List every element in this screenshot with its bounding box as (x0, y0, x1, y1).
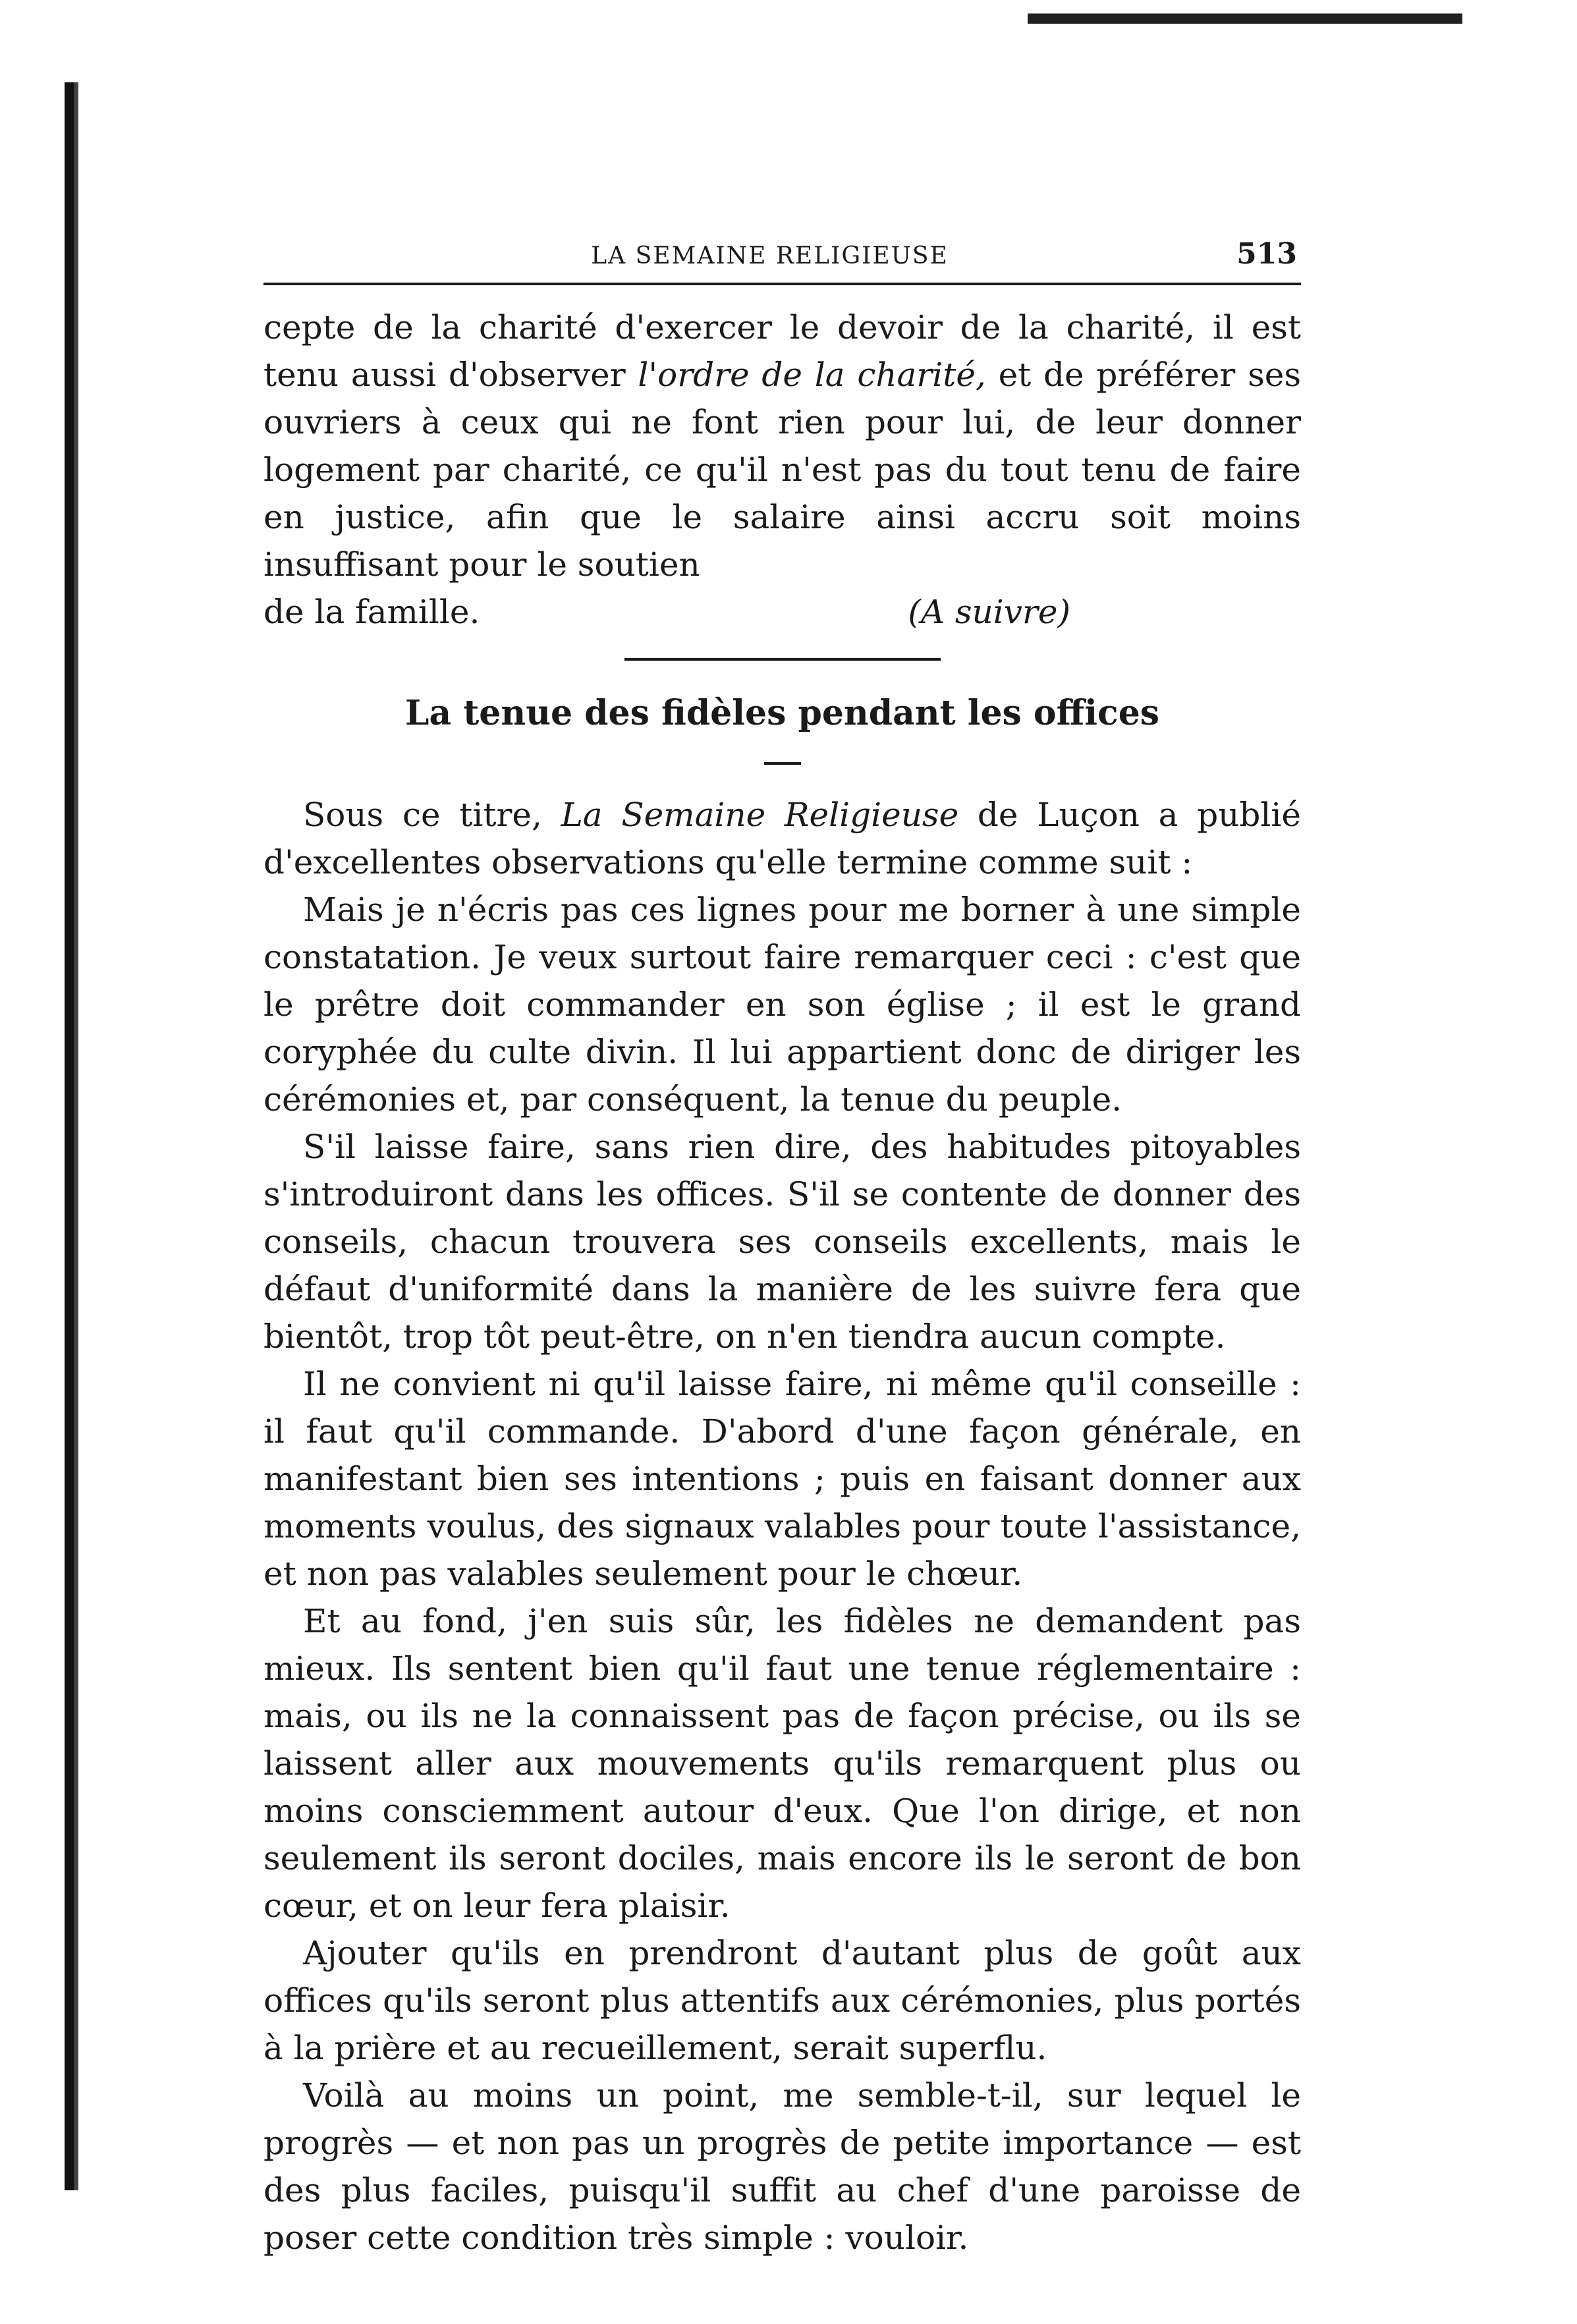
page-number: 513 (1236, 237, 1297, 271)
intro-last-line (263, 588, 1301, 636)
scan-binding-edge (65, 82, 82, 2190)
intro-paragraph (263, 304, 1301, 588)
intro-text-2: et de préférer ses ouvriers à ceux qui ne font rien pour lui, de leur donner logement par charité, ce qu'il n'est pas du tout tenu de faire en justice, afin que le salaire ainsi accru soit moins insuffisant pour le soutien (263, 356, 1301, 584)
running-header (263, 237, 1301, 285)
intro-text-1: cepte de la charité d'exercer le devoir de la charité, il est tenu aussi d'observer (263, 308, 1301, 394)
page-content (263, 237, 1301, 2261)
continued-note: (A suivre) (908, 593, 1070, 631)
section-divider (624, 658, 941, 661)
paragraph-7: Voilà au moins un point, me semble-t-il, sur lequel le progrès — et non pas un progrès de petite importance — est des plus faciles, puisqu'il suffit au chef d'une paroisse de poser cette condition très simple : vouloir. (263, 2076, 1301, 2257)
p1-journal-title: La Semaine Religieuse (561, 796, 959, 834)
paragraph-6: Ajouter qu'ils en prendront d'autant plus de goût aux offices qu'ils seront plus attentifs aux cérémonies, plus portés à la prière et au recueillement, serait superflu. (263, 1934, 1301, 2067)
section-title: La tenue des fidèles pendant les offices (404, 693, 1160, 733)
top-scan-rule (1028, 9, 1462, 24)
paragraph-4: Il ne convient ni qu'il laisse faire, ni même qu'il conseille : il faut qu'il commande. D'abord d'une façon générale, en manifestant bien ses intentions ; puis en faisant donner aux moments voulus, des signaux valables pour toute l'assistance, et non pas valables seulement pour le chœur. (263, 1365, 1301, 1593)
intro-last-text: de la famille. (263, 593, 480, 631)
running-title: LA SEMAINE RELIGIEUSE (591, 242, 949, 269)
paragraph-3: S'il laisse faire, sans rien dire, des habitudes pitoyables s'introduiront dans les offices. S'il se contente de donner des conseils, chacun trouvera ses conseils excellents, mais le défaut d'uniformité dans la manière de les suivre fera que bientôt, trop tôt peut-être, on n'en tiendra aucun compte. (263, 1128, 1301, 1356)
paragraph-5: Et au fond, j'en suis sûr, les fidèles ne demandent pas mieux. Ils sentent bien qu'il faut une tenue réglementaire : mais, ou ils ne la connaissent pas de façon précise, ou ils se laissent aller aux mouvements qu'ils remarquent plus ou moins consciemment autour d'eux. Que l'on dirige, et non seulement ils seront dociles, mais encore ils le seront de bon cœur, et on leur fera plaisir. (263, 1602, 1301, 1925)
intro-italic: l'ordre de la charité, (638, 356, 986, 394)
p1-after: de Luçon a publié d'excellentes observations qu'elle termine comme suit : (263, 796, 1302, 881)
title-dash (764, 762, 801, 765)
p1-before: Sous ce titre, (303, 796, 561, 834)
paragraph-1 (263, 791, 1301, 886)
paragraph-2: Mais je n'écris pas ces lignes pour me borner à une simple constatation. Je veux surtout faire remarquer ceci : c'est que le prêtre doit commander en son église ; il est le grand coryphée du culte divin. Il lui appartient donc de diriger les cérémonies et, par conséquent, la tenue du peuple. (263, 891, 1301, 1119)
